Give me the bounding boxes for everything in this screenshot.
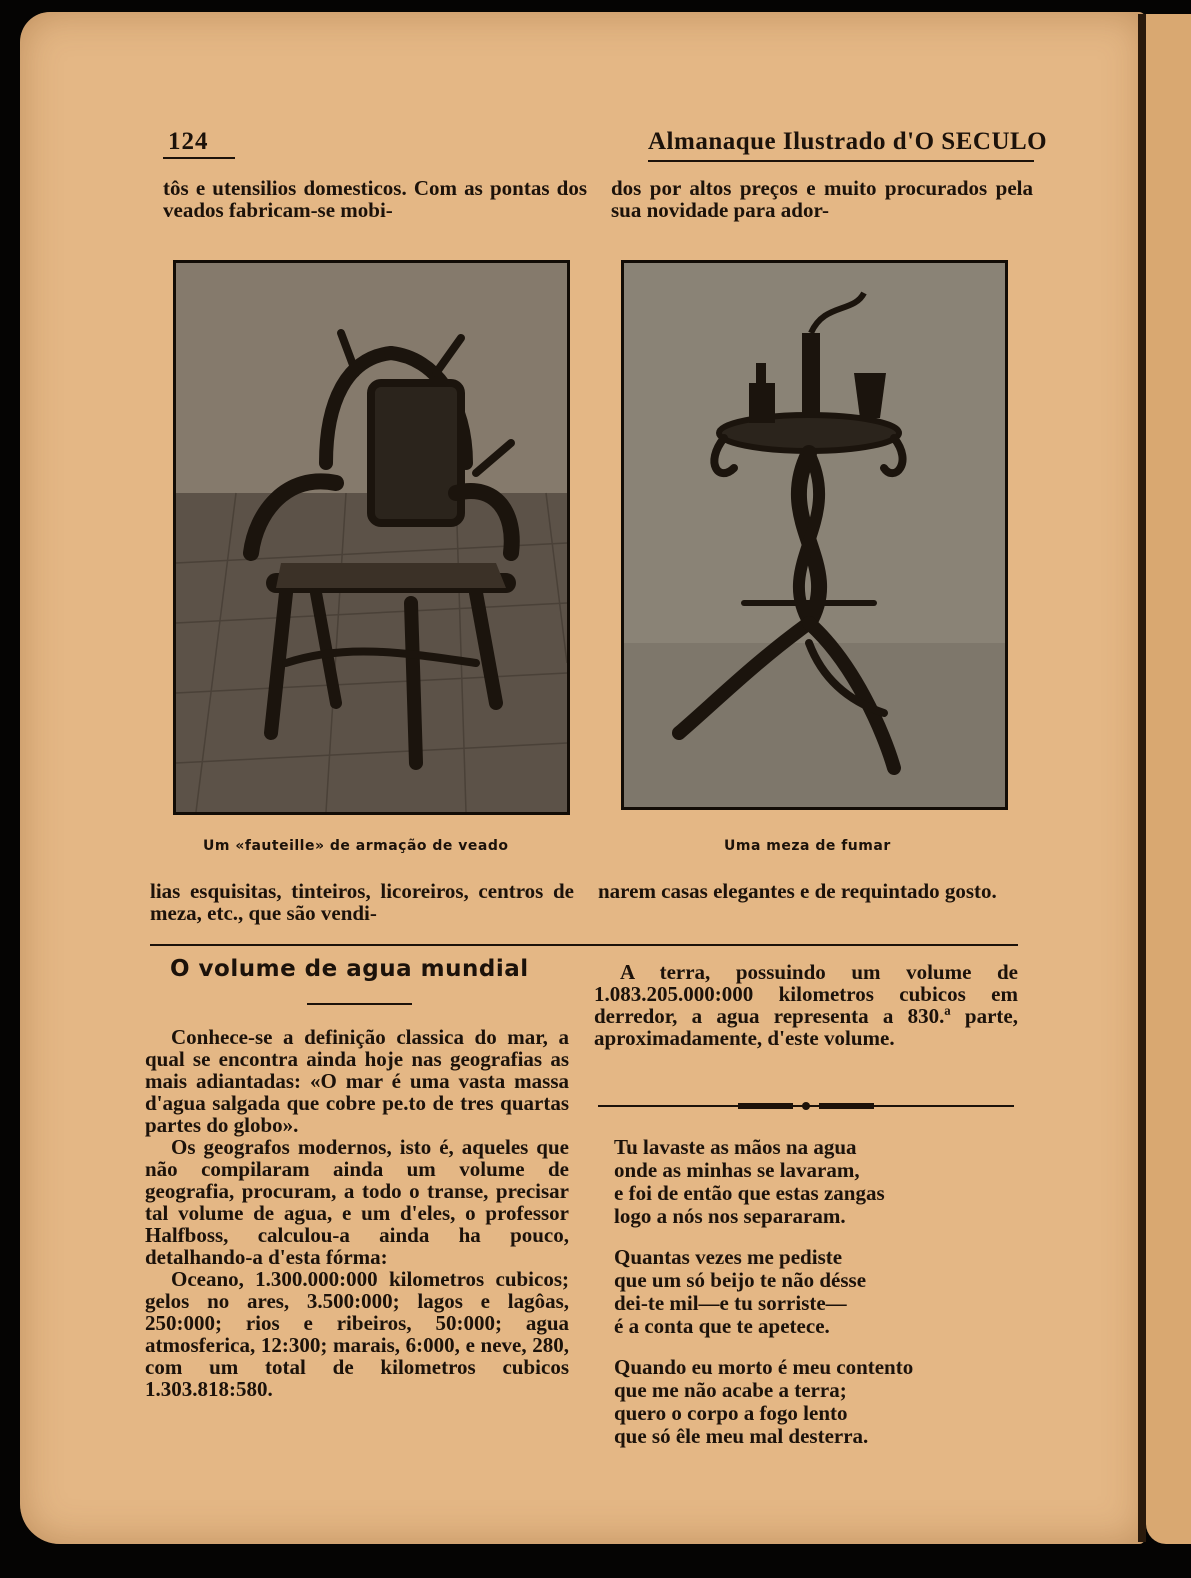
ornamental-divider [598, 1100, 1014, 1112]
bottom-left-text [150, 880, 574, 924]
article-paragraph-3: Oceano, 1.300.000:000 kilometros cubicos; gelos no ares, 3.500:000; lagos e lagôas, 250:000; rios e ribeiros, 50:000; agua atmosferica, 12:300; marais, 6:000, e neve, 280, com um total de kilometros cubicos 1.303.818:580. [145, 1267, 569, 1401]
bottom-right-paragraph: narem casas elegantes e de requintado gosto. [598, 879, 997, 903]
book-spine-fold [1138, 14, 1146, 1542]
article-right-paragraph: A terra, possuindo um volume de 1.083.205.000:000 kilometros cubicos em derredor, a agua representa a 830.ª parte, aproximadamente, d'este volume. [594, 960, 1018, 1050]
poem-line: Tu lavaste as mãos na agua [614, 1135, 857, 1159]
title-underline [307, 1003, 412, 1005]
poem-line: Quando eu morto é meu contento [614, 1355, 914, 1379]
antler-armchair-photo [173, 260, 570, 815]
poem-line: é a conta que te apetece. [614, 1314, 830, 1338]
top-left-text [163, 177, 587, 221]
poem-line: que um só beijo te não désse [614, 1268, 867, 1292]
article-left-column [145, 1026, 569, 1400]
poem-line: e foi de então que estas zangas [614, 1181, 885, 1205]
smoking-table-caption: Uma meza de fumar [724, 838, 891, 854]
article-paragraph-1: Conhece-se a definição classica do mar, a qual se encontra ainda hoje nas geografias as mais adiantadas: «O mar é uma vasta massa d'agua salgada que cobre pe.to de tres quartas partes do globo». [145, 1025, 569, 1137]
poem-line: logo a nós nos separaram. [614, 1204, 846, 1228]
running-title: Almanaque Ilustrado d'O SECULO [648, 128, 1048, 155]
poem-line: quero o corpo a fogo lento [614, 1401, 848, 1425]
poem-stanza-3 [614, 1356, 1014, 1448]
article-title: O volume de agua mundial [170, 956, 529, 982]
poem-line: dei-te mil—e tu sorriste— [614, 1291, 847, 1315]
top-left-paragraph: tôs e utensilios domesticos. Com as pontas dos veados fabricam-se mobi- [163, 176, 587, 222]
article-paragraph-2: Os geografos modernos, isto é, aqueles que não compilaram ainda um volume de geografia, procuram, a todo o transe, precisar tal volume de agua, e um d'eles, o professor Halfboss, calculou-a ainda ha pouco, detalhando-a d'esta fórma: [145, 1135, 569, 1269]
poem-line: onde as minhas se lavaram, [614, 1158, 860, 1182]
next-page-edge [1146, 14, 1191, 1544]
poem-stanza-2 [614, 1246, 1014, 1338]
page-number: 124 [168, 128, 209, 155]
page-number-underline [163, 157, 235, 159]
bottom-left-paragraph: lias esquisitas, tinteiros, licoreiros, centros de meza, etc., que são vendi- [150, 879, 574, 925]
article-right-column [594, 961, 1018, 1049]
bottom-right-text [598, 880, 1030, 902]
poem [614, 1136, 1014, 1462]
running-title-underline [648, 160, 1034, 162]
smoking-table-photo [621, 260, 1008, 810]
poem-stanza-1 [614, 1136, 1014, 1228]
poem-line: que só êle meu mal desterra. [614, 1424, 869, 1448]
poem-line: que me não acabe a terra; [614, 1378, 847, 1402]
armchair-caption: Um «fauteille» de armação de veado [203, 838, 509, 854]
section-divider [150, 944, 1018, 946]
poem-line: Quantas vezes me pediste [614, 1245, 843, 1269]
top-right-paragraph: dos por altos preços e muito procurados pela sua novidade para ador- [611, 176, 1033, 222]
top-right-text [611, 177, 1033, 221]
